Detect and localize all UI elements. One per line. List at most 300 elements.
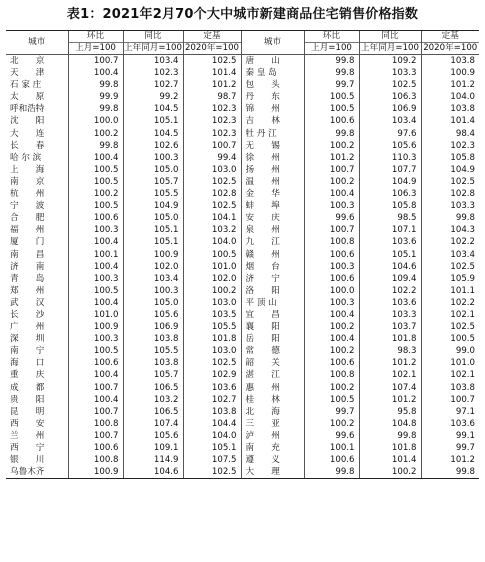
yoy-cell: 103.7 bbox=[359, 321, 421, 333]
city-cell: 兰 州 bbox=[10, 430, 45, 441]
city-cell: 重 庆 bbox=[10, 370, 45, 381]
mom-cell: 100.6 bbox=[304, 249, 359, 261]
yoy-cell: 106.9 bbox=[359, 103, 421, 115]
fixed-cell: 101.8 bbox=[183, 333, 241, 345]
mom-cell: 100.3 bbox=[304, 261, 359, 273]
yoy-cell: 105.1 bbox=[123, 224, 183, 236]
mom-cell: 99.8 bbox=[68, 140, 123, 152]
column-subheader-mom-base: 上月=100 bbox=[304, 43, 359, 55]
city-cell: 大 理 bbox=[241, 466, 304, 479]
mom-cell: 100.2 bbox=[68, 188, 123, 200]
yoy-cell: 109.2 bbox=[359, 55, 421, 68]
column-header-fixed: 定基 bbox=[183, 31, 241, 43]
yoy-cell: 102.7 bbox=[123, 79, 183, 91]
mom-cell: 100.5 bbox=[68, 164, 123, 176]
city-cell: 合 肥 bbox=[10, 213, 45, 224]
mom-cell: 100.6 bbox=[68, 357, 123, 369]
table-row bbox=[6, 357, 479, 369]
yoy-cell: 104.6 bbox=[123, 466, 183, 479]
fixed-cell: 102.5 bbox=[183, 357, 241, 369]
mom-cell: 100.5 bbox=[304, 91, 359, 103]
city-cell: 韶 关 bbox=[241, 357, 304, 369]
city-cell: 武 汉 bbox=[10, 297, 45, 308]
city-cell: 成 都 bbox=[10, 382, 45, 393]
mom-cell: 100.1 bbox=[68, 249, 123, 261]
city-cell: 洛 阳 bbox=[241, 285, 304, 297]
city-cell: 南 宁 bbox=[10, 346, 45, 357]
city-cell: 牡 丹 江 bbox=[241, 128, 304, 140]
mom-cell: 100.4 bbox=[68, 261, 123, 273]
fixed-cell: 101.4 bbox=[183, 67, 241, 79]
fixed-cell: 99.0 bbox=[421, 345, 479, 357]
city-cell: 郑 州 bbox=[10, 285, 45, 296]
fixed-cell: 102.5 bbox=[421, 321, 479, 333]
yoy-cell: 98.3 bbox=[359, 345, 421, 357]
fixed-cell: 102.5 bbox=[421, 261, 479, 273]
yoy-cell: 99.8 bbox=[359, 430, 421, 442]
yoy-cell: 109.4 bbox=[359, 273, 421, 285]
city-cell: 秦 皇 岛 bbox=[241, 67, 304, 79]
mom-cell: 99.9 bbox=[68, 91, 123, 103]
yoy-cell: 107.4 bbox=[359, 382, 421, 394]
mom-cell: 100.7 bbox=[304, 164, 359, 176]
fixed-cell: 102.7 bbox=[183, 394, 241, 406]
yoy-cell: 105.0 bbox=[123, 297, 183, 309]
mom-cell: 101.2 bbox=[304, 152, 359, 164]
column-header-city: 城市 bbox=[6, 31, 68, 55]
mom-cell: 100.4 bbox=[304, 333, 359, 345]
fixed-cell: 102.5 bbox=[183, 466, 241, 479]
yoy-cell: 103.6 bbox=[359, 297, 421, 309]
city-cell: 安 庆 bbox=[241, 212, 304, 224]
yoy-cell: 101.2 bbox=[359, 394, 421, 406]
mom-cell: 100.4 bbox=[68, 297, 123, 309]
city-cell: 石 家 庄 bbox=[10, 80, 42, 91]
column-subheader-yoy-base: 上年同月=100 bbox=[359, 43, 421, 55]
table-row bbox=[6, 454, 479, 466]
table-row bbox=[6, 297, 479, 309]
mom-cell: 100.4 bbox=[68, 67, 123, 79]
city-cell: 北 海 bbox=[241, 406, 304, 418]
city-cell: 上 海 bbox=[10, 164, 45, 175]
mom-cell: 99.8 bbox=[304, 466, 359, 479]
fixed-cell: 103.0 bbox=[183, 164, 241, 176]
city-cell: 丹 东 bbox=[241, 91, 304, 103]
city-cell: 深 圳 bbox=[10, 334, 45, 345]
city-cell: 温 州 bbox=[241, 176, 304, 188]
fixed-cell: 101.2 bbox=[421, 454, 479, 466]
yoy-cell: 102.3 bbox=[123, 67, 183, 79]
mom-cell: 100.9 bbox=[68, 466, 123, 479]
yoy-cell: 106.5 bbox=[123, 382, 183, 394]
fixed-cell: 103.3 bbox=[421, 200, 479, 212]
table-row bbox=[6, 164, 479, 176]
mom-cell: 100.7 bbox=[68, 55, 123, 68]
mom-cell: 99.6 bbox=[304, 212, 359, 224]
table-row bbox=[6, 55, 479, 68]
fixed-cell: 98.4 bbox=[421, 128, 479, 140]
city-cell: 福 州 bbox=[10, 225, 45, 236]
table-row bbox=[6, 79, 479, 91]
yoy-cell: 103.6 bbox=[359, 236, 421, 248]
mom-cell: 100.6 bbox=[304, 454, 359, 466]
fixed-cell: 102.8 bbox=[183, 188, 241, 200]
mom-cell: 100.7 bbox=[68, 430, 123, 442]
column-subheader-fixed-base: 2020年=100 bbox=[421, 43, 479, 55]
fixed-cell: 99.1 bbox=[421, 430, 479, 442]
mom-cell: 100.3 bbox=[68, 273, 123, 285]
city-cell: 平 顶 山 bbox=[241, 297, 304, 309]
fixed-cell: 104.0 bbox=[421, 91, 479, 103]
city-cell: 包 头 bbox=[241, 79, 304, 91]
city-cell: 银 川 bbox=[10, 455, 45, 466]
column-header-city: 城市 bbox=[241, 31, 304, 55]
table-row bbox=[6, 140, 479, 152]
city-cell: 天 津 bbox=[10, 68, 45, 79]
fixed-cell: 104.0 bbox=[183, 236, 241, 248]
fixed-cell: 103.8 bbox=[421, 55, 479, 68]
city-cell: 金 华 bbox=[241, 188, 304, 200]
yoy-cell: 106.3 bbox=[359, 188, 421, 200]
table-row bbox=[6, 321, 479, 333]
fixed-cell: 102.5 bbox=[183, 176, 241, 188]
table-row bbox=[6, 115, 479, 127]
yoy-cell: 105.5 bbox=[123, 188, 183, 200]
city-cell: 沈 阳 bbox=[10, 116, 45, 127]
city-cell: 西 安 bbox=[10, 418, 45, 429]
table-row bbox=[6, 273, 479, 285]
table-body bbox=[6, 55, 479, 479]
mom-cell: 100.6 bbox=[68, 212, 123, 224]
mom-cell: 100.2 bbox=[304, 382, 359, 394]
city-cell: 常 德 bbox=[241, 345, 304, 357]
city-cell: 扬 州 bbox=[241, 164, 304, 176]
table-title: 表1：2021年2月70个大中城市新建商品住宅销售价格指数 bbox=[66, 7, 419, 22]
yoy-cell: 100.3 bbox=[123, 285, 183, 297]
city-cell: 吉 林 bbox=[241, 115, 304, 127]
fixed-cell: 101.1 bbox=[421, 285, 479, 297]
column-header-mom: 环比 bbox=[304, 31, 359, 43]
mom-cell: 100.0 bbox=[68, 115, 123, 127]
city-cell: 无 锡 bbox=[241, 140, 304, 152]
table-row bbox=[6, 91, 479, 103]
mom-cell: 100.8 bbox=[68, 418, 123, 430]
fixed-cell: 101.0 bbox=[421, 357, 479, 369]
yoy-cell: 104.9 bbox=[359, 176, 421, 188]
mom-cell: 100.4 bbox=[68, 236, 123, 248]
table-row bbox=[6, 224, 479, 236]
yoy-cell: 105.1 bbox=[123, 236, 183, 248]
fixed-cell: 100.5 bbox=[421, 333, 479, 345]
yoy-cell: 114.9 bbox=[123, 454, 183, 466]
column-header-yoy: 同比 bbox=[359, 31, 421, 43]
city-cell: 南 昌 bbox=[10, 249, 45, 260]
table-row bbox=[6, 309, 479, 321]
city-cell: 青 岛 bbox=[10, 273, 45, 284]
column-header-fixed: 定基 bbox=[421, 31, 479, 43]
fixed-cell: 100.9 bbox=[421, 67, 479, 79]
city-cell: 哈 尔 滨 bbox=[10, 152, 42, 163]
table-row bbox=[6, 382, 479, 394]
yoy-cell: 103.4 bbox=[123, 273, 183, 285]
mom-cell: 100.3 bbox=[68, 333, 123, 345]
mom-cell: 99.8 bbox=[304, 128, 359, 140]
fixed-cell: 104.4 bbox=[183, 418, 241, 430]
mom-cell: 100.7 bbox=[304, 224, 359, 236]
yoy-cell: 104.5 bbox=[123, 128, 183, 140]
fixed-cell: 101.4 bbox=[421, 115, 479, 127]
yoy-cell: 102.1 bbox=[359, 369, 421, 381]
fixed-cell: 105.9 bbox=[421, 273, 479, 285]
city-cell: 海 口 bbox=[10, 358, 45, 369]
city-cell: 湛 江 bbox=[241, 369, 304, 381]
fixed-cell: 99.8 bbox=[421, 466, 479, 479]
city-cell: 蚌 埠 bbox=[241, 200, 304, 212]
fixed-cell: 99.4 bbox=[183, 152, 241, 164]
table-row bbox=[6, 285, 479, 297]
fixed-cell: 107.5 bbox=[183, 454, 241, 466]
mom-cell: 100.2 bbox=[304, 140, 359, 152]
city-cell: 乌鲁木齐 bbox=[6, 466, 68, 479]
fixed-cell: 104.0 bbox=[183, 430, 241, 442]
mom-cell: 100.0 bbox=[304, 285, 359, 297]
yoy-cell: 106.9 bbox=[123, 321, 183, 333]
mom-cell: 100.8 bbox=[304, 236, 359, 248]
table-row bbox=[6, 261, 479, 273]
yoy-cell: 103.8 bbox=[123, 333, 183, 345]
table-row bbox=[6, 442, 479, 454]
city-cell: 大 连 bbox=[10, 128, 45, 139]
city-cell: 长 春 bbox=[10, 140, 45, 151]
city-cell: 九 江 bbox=[241, 236, 304, 248]
fixed-cell: 104.3 bbox=[421, 224, 479, 236]
mom-cell: 100.5 bbox=[68, 200, 123, 212]
yoy-cell: 107.1 bbox=[359, 224, 421, 236]
fixed-cell: 103.0 bbox=[183, 345, 241, 357]
mom-cell: 99.6 bbox=[304, 430, 359, 442]
mom-cell: 100.4 bbox=[68, 369, 123, 381]
table-row bbox=[6, 466, 479, 479]
table-row bbox=[6, 369, 479, 381]
mom-cell: 99.8 bbox=[304, 67, 359, 79]
fixed-cell: 102.8 bbox=[421, 188, 479, 200]
city-cell: 惠 州 bbox=[241, 382, 304, 394]
yoy-cell: 103.4 bbox=[359, 115, 421, 127]
yoy-cell: 110.3 bbox=[359, 152, 421, 164]
fixed-cell: 98.7 bbox=[183, 91, 241, 103]
mom-cell: 100.3 bbox=[304, 200, 359, 212]
fixed-cell: 105.5 bbox=[183, 321, 241, 333]
fixed-cell: 103.8 bbox=[421, 103, 479, 115]
fixed-cell: 102.3 bbox=[183, 115, 241, 127]
mom-cell: 100.6 bbox=[304, 273, 359, 285]
yoy-cell: 105.0 bbox=[123, 212, 183, 224]
city-cell: 泉 州 bbox=[241, 224, 304, 236]
city-cell: 济 宁 bbox=[241, 273, 304, 285]
mom-cell: 100.5 bbox=[68, 285, 123, 297]
fixed-cell: 103.0 bbox=[183, 297, 241, 309]
table-row bbox=[6, 249, 479, 261]
table-row bbox=[6, 406, 479, 418]
yoy-cell: 102.0 bbox=[123, 261, 183, 273]
fixed-cell: 101.0 bbox=[183, 261, 241, 273]
fixed-cell: 105.1 bbox=[183, 442, 241, 454]
mom-cell: 99.7 bbox=[304, 406, 359, 418]
yoy-cell: 102.6 bbox=[123, 140, 183, 152]
fixed-cell: 103.6 bbox=[183, 382, 241, 394]
yoy-cell: 103.3 bbox=[359, 309, 421, 321]
mom-cell: 100.5 bbox=[68, 176, 123, 188]
mom-cell: 99.8 bbox=[68, 103, 123, 115]
column-subheader-yoy-base: 上年同月=100 bbox=[124, 43, 182, 53]
fixed-cell: 101.2 bbox=[421, 79, 479, 91]
city-cell: 太 原 bbox=[10, 92, 45, 103]
city-cell: 长 沙 bbox=[10, 309, 45, 320]
city-cell: 唐 山 bbox=[241, 55, 304, 68]
yoy-cell: 105.6 bbox=[359, 140, 421, 152]
yoy-cell: 105.5 bbox=[123, 345, 183, 357]
table-row bbox=[6, 200, 479, 212]
fixed-cell: 103.6 bbox=[421, 418, 479, 430]
table-row bbox=[6, 333, 479, 345]
yoy-cell: 98.5 bbox=[359, 212, 421, 224]
mom-cell: 100.6 bbox=[68, 442, 123, 454]
table-row bbox=[6, 418, 479, 430]
yoy-cell: 103.3 bbox=[359, 67, 421, 79]
city-cell: 桂 林 bbox=[241, 394, 304, 406]
mom-cell: 100.3 bbox=[304, 297, 359, 309]
yoy-cell: 104.8 bbox=[359, 418, 421, 430]
fixed-cell: 102.3 bbox=[421, 140, 479, 152]
table-row bbox=[6, 430, 479, 442]
fixed-cell: 100.5 bbox=[183, 249, 241, 261]
city-cell: 烟 台 bbox=[241, 261, 304, 273]
fixed-cell: 99.7 bbox=[421, 442, 479, 454]
yoy-cell: 102.2 bbox=[359, 285, 421, 297]
table-row bbox=[6, 394, 479, 406]
fixed-cell: 102.1 bbox=[421, 369, 479, 381]
fixed-cell: 103.5 bbox=[183, 309, 241, 321]
table-row bbox=[6, 103, 479, 115]
mom-cell: 100.5 bbox=[304, 394, 359, 406]
column-header-yoy: 同比 bbox=[123, 31, 183, 43]
city-cell: 厦 门 bbox=[10, 237, 45, 248]
table-row bbox=[6, 128, 479, 140]
fixed-cell: 100.7 bbox=[421, 394, 479, 406]
fixed-cell: 103.8 bbox=[421, 382, 479, 394]
mom-cell: 100.8 bbox=[68, 454, 123, 466]
yoy-cell: 105.6 bbox=[123, 430, 183, 442]
column-subheader-mom-base: 上月=100 bbox=[68, 43, 123, 55]
table-row bbox=[6, 152, 479, 164]
mom-cell: 100.8 bbox=[304, 369, 359, 381]
yoy-cell: 105.6 bbox=[123, 309, 183, 321]
city-cell: 北 京 bbox=[10, 56, 45, 66]
fixed-cell: 104.9 bbox=[421, 164, 479, 176]
fixed-cell: 105.8 bbox=[421, 152, 479, 164]
yoy-cell: 106.5 bbox=[123, 406, 183, 418]
yoy-cell: 101.4 bbox=[359, 454, 421, 466]
city-cell: 南 充 bbox=[241, 442, 304, 454]
mom-cell: 100.3 bbox=[68, 224, 123, 236]
fixed-cell: 103.8 bbox=[183, 406, 241, 418]
price-index-table bbox=[6, 30, 479, 479]
city-cell: 广 州 bbox=[10, 322, 45, 333]
yoy-cell: 107.4 bbox=[123, 418, 183, 430]
yoy-cell: 105.1 bbox=[359, 249, 421, 261]
table-row bbox=[6, 67, 479, 79]
mom-cell: 100.7 bbox=[68, 382, 123, 394]
fixed-cell: 102.0 bbox=[183, 273, 241, 285]
fixed-cell: 102.3 bbox=[183, 103, 241, 115]
yoy-cell: 103.2 bbox=[123, 394, 183, 406]
fixed-cell: 104.1 bbox=[183, 212, 241, 224]
table-row bbox=[6, 345, 479, 357]
yoy-cell: 101.8 bbox=[359, 442, 421, 454]
yoy-cell: 107.7 bbox=[359, 164, 421, 176]
city-cell: 贵 阳 bbox=[10, 394, 45, 405]
yoy-cell: 104.6 bbox=[359, 261, 421, 273]
city-cell: 赣 州 bbox=[241, 249, 304, 261]
mom-cell: 100.5 bbox=[304, 103, 359, 115]
city-cell: 徐 州 bbox=[241, 152, 304, 164]
yoy-cell: 105.8 bbox=[359, 200, 421, 212]
mom-cell: 101.0 bbox=[68, 309, 123, 321]
fixed-cell: 99.8 bbox=[421, 212, 479, 224]
mom-cell: 100.4 bbox=[304, 309, 359, 321]
mom-cell: 99.8 bbox=[304, 55, 359, 68]
fixed-cell: 103.4 bbox=[421, 249, 479, 261]
fixed-cell: 102.9 bbox=[183, 369, 241, 381]
fixed-cell: 102.1 bbox=[421, 309, 479, 321]
city-cell: 泸 州 bbox=[241, 430, 304, 442]
mom-cell: 100.9 bbox=[68, 321, 123, 333]
mom-cell: 100.6 bbox=[304, 115, 359, 127]
fixed-cell: 102.5 bbox=[183, 55, 241, 68]
yoy-cell: 104.5 bbox=[123, 103, 183, 115]
table-row bbox=[6, 212, 479, 224]
fixed-cell: 103.2 bbox=[183, 224, 241, 236]
yoy-cell: 100.3 bbox=[123, 152, 183, 164]
yoy-cell: 100.2 bbox=[359, 466, 421, 479]
city-cell: 遵 义 bbox=[241, 454, 304, 466]
mom-cell: 100.2 bbox=[304, 418, 359, 430]
mom-cell: 99.7 bbox=[304, 79, 359, 91]
yoy-cell: 100.9 bbox=[123, 249, 183, 261]
yoy-cell: 103.8 bbox=[123, 357, 183, 369]
city-cell: 西 宁 bbox=[10, 443, 45, 453]
fixed-cell: 102.3 bbox=[183, 128, 241, 140]
city-cell: 三 亚 bbox=[241, 418, 304, 430]
yoy-cell: 105.7 bbox=[123, 176, 183, 188]
city-cell: 南 京 bbox=[10, 176, 45, 187]
fixed-cell: 100.2 bbox=[183, 285, 241, 297]
mom-cell: 100.7 bbox=[68, 406, 123, 418]
yoy-cell: 101.8 bbox=[359, 333, 421, 345]
city-cell: 襄 阳 bbox=[241, 321, 304, 333]
fixed-cell: 100.7 bbox=[183, 140, 241, 152]
mom-cell: 100.2 bbox=[304, 345, 359, 357]
fixed-cell: 97.1 bbox=[421, 406, 479, 418]
table-row bbox=[6, 176, 479, 188]
city-cell: 杭 州 bbox=[10, 189, 45, 200]
yoy-cell: 104.9 bbox=[123, 200, 183, 212]
mom-cell: 100.4 bbox=[68, 394, 123, 406]
city-cell: 昆 明 bbox=[10, 406, 45, 417]
mom-cell: 100.4 bbox=[68, 152, 123, 164]
table-row bbox=[6, 188, 479, 200]
fixed-cell: 101.2 bbox=[183, 79, 241, 91]
